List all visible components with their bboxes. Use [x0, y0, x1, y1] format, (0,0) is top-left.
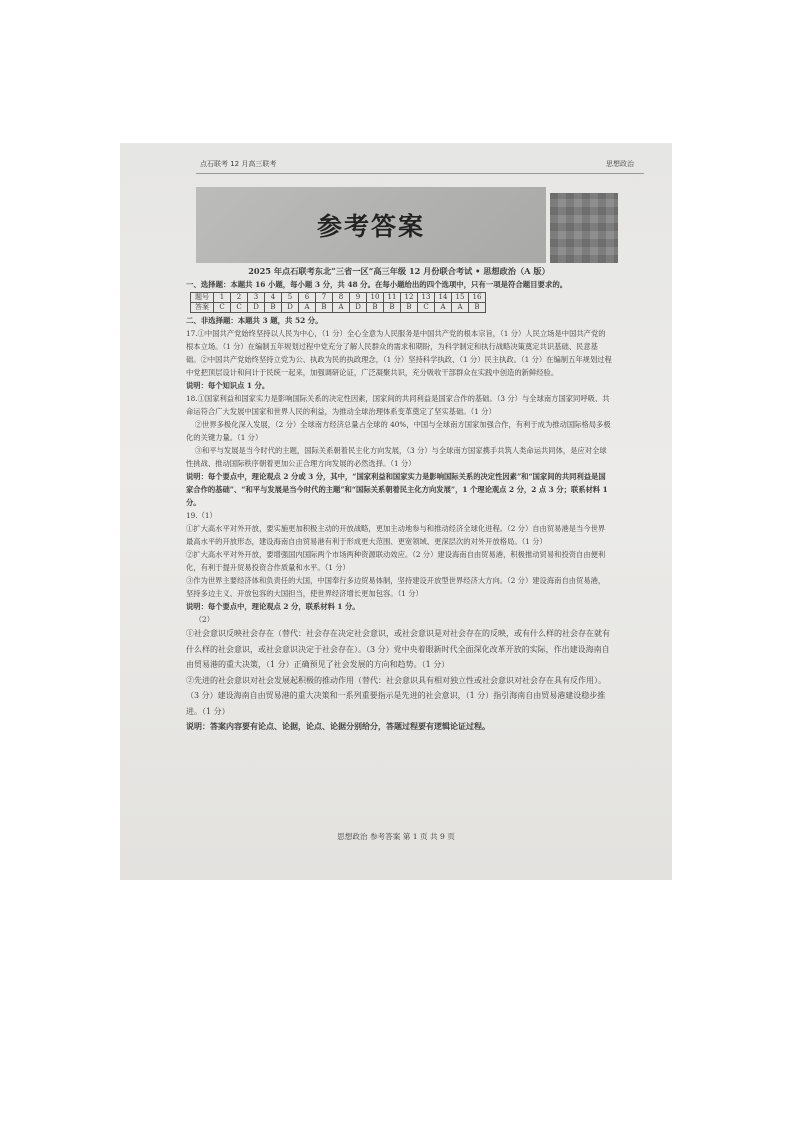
q19-part2-heading: （2） [194, 615, 214, 624]
table-cell: A [333, 303, 350, 313]
section-1-heading: 一、选择题：本题共 16 小题，每小题 3 分，共 48 分。在每小题给出的四个选项中，只有一项是符合题目要求的。 [186, 280, 568, 289]
table-cell: D [248, 303, 265, 313]
table-cell: D [282, 303, 299, 313]
table-cell: 10 [367, 293, 384, 303]
table-cell: 1 [214, 293, 231, 303]
header-divider [196, 173, 644, 174]
table-cell: 5 [282, 293, 299, 303]
q19-heading: 19.（1） [186, 511, 217, 520]
table-cell: 2 [231, 293, 248, 303]
table-cell: B [367, 303, 384, 313]
table-cell: A [435, 303, 452, 313]
table-cell: 7 [316, 293, 333, 303]
table-cell: C [418, 303, 435, 313]
table-cell: B [469, 303, 486, 313]
table-cell: B [384, 303, 401, 313]
row-label-answer: 答案 [191, 303, 214, 313]
table-cell: 6 [299, 293, 316, 303]
answer-content [186, 265, 612, 735]
row-label-number: 题号 [191, 293, 214, 303]
table-row-answers [191, 303, 486, 313]
table-cell: B [265, 303, 282, 313]
document-title: 2025 年点石联考东北“三省一区”高三年级 12 月份联合考试 • 思想政治（A 版） [248, 266, 550, 276]
header-left: 点石联考 12 月高三联考 [200, 160, 277, 168]
final-note: 说明：答案内容要有论点、论据，论点、论据分别给分，答题过程要有逻辑论证过程。 [186, 721, 490, 731]
q18-point-3: ③和平与发展是当今时代的主题，国际关系朝着民主化方向发展，（3 分）与全球南方国家携手共筑人类命运共同体，是应对全球性挑战、推动国际秩序朝着更加公正合理方向发展的必然选择。（1 分） [186, 446, 607, 468]
table-cell: 9 [350, 293, 367, 303]
table-cell: B [401, 303, 418, 313]
table-cell: 15 [452, 293, 469, 303]
table-cell: C [231, 303, 248, 313]
table-cell: A [299, 303, 316, 313]
qr-code-icon [550, 193, 618, 263]
header-right: 思想政治 [606, 160, 634, 168]
q19-point-1: ①扩大高水平对外开放，要实施更加积极主动的开放战略，更加主动地参与和推动经济全球化进程。（2 分）自由贸易港是当今世界最高水平的开放形态，建设海南自由贸易港有利于形成更大范围、更宽领域、更深层次的对外开放格局。（1 分） [186, 524, 606, 546]
table-cell: A [452, 303, 469, 313]
table-cell: 16 [469, 293, 486, 303]
q19-part2-point-1: ①社会意识反映社会存在（替代：社会存在决定社会意识，或社会意识是对社会存在的反映，或有什么样的社会存在就有什么样的社会意识，或社会意识决定于社会存在）。（3 分）党中央着眼新时代全面深化改革开放的实际，作出建设海南自由贸易港的重大决策，（1 分）正确预见了社会发展的方向和趋势。（1 分） [186, 629, 610, 669]
table-cell: 12 [401, 293, 418, 303]
answer-table [190, 292, 486, 313]
q18-note: 说明：每个要点中，理论观点 2 分或 3 分，其中，“国家利益和国家实力是影响国际关系的决定性因素”和“国家间的共同利益是国家合作的基础”、“和平与发展是当今时代的主题”和“国际关系朝着民主化方向发展”，1 个理论观点 2 分，2 点 3 分；联系材料 1 分。 [186, 472, 608, 507]
table-row-numbers [191, 293, 486, 303]
document-photo [120, 143, 672, 880]
title-banner [196, 187, 546, 263]
q19-part2-point-2: ②先进的社会意识对社会发展起积极的推动作用（替代：社会意识具有相对独立性或社会意识对社会存在具有反作用）。（3 分）建设海南自由贸易港的重大决策和一系列重要指示是先进的社会意识，（1 分）指引海南自由贸易港建设稳步推进。（1 分） [186, 675, 606, 716]
table-cell: 13 [418, 293, 435, 303]
table-cell: C [214, 303, 231, 313]
section-2-heading: 二、非选择题：本题共 3 题，共 52 分。 [186, 316, 323, 325]
table-cell: 3 [248, 293, 265, 303]
q19-point-2: ②扩大高水平对外开放，要增强国内国际两个市场两种资源联动效应。（2 分）建设海南自由贸易港，积极推动贸易和投资自由便利化，有利于提升贸易投资合作质量和水平。（1 分） [186, 550, 606, 572]
table-cell: 4 [265, 293, 282, 303]
q19-note: 说明：每个要点中，理论观点 2 分，联系材料 1 分。 [186, 602, 360, 611]
table-cell: B [316, 303, 333, 313]
q17-answer: 17.①中国共产党始终坚持以人民为中心，（1 分）全心全意为人民服务是中国共产党的根本宗旨，（1 分）人民立场是中国共产党的根本立场。（1 分）在编制五年规划过程中党充分了解人民群众的需求和期盼，为科学制定和执行战略决策奠定共识基础、民意基础。②中国共产党始终坚持立党为公、执政为民的执政理念，（1 分）坚持科学执政、（1 分）民主执政。（1 分）在编制五年规划过程中党把顶层设计和问计于民统一起来，加强调研论证，广泛凝聚共识，充分吸收干部群众在实践中创造的新鲜经验。 [186, 329, 612, 377]
table-cell: D [350, 303, 367, 313]
q19-point-3: ③作为世界主要经济体和负责任的大国，中国奉行多边贸易体制，坚持建设开放型世界经济大方向。（2 分）建设海南自由贸易港，坚持多边主义、开放包容的大国担当，使世界经济增长更加包容。（1 分） [186, 576, 606, 598]
q18-point-2: ②世界多极化深入发展，（2 分）全球南方经济总量占全球的 40%，中国与全球南方国家加强合作，有利于成为推动国际格局多极化的关键力量。（1 分） [186, 420, 611, 442]
table-cell: 14 [435, 293, 452, 303]
table-cell: 8 [333, 293, 350, 303]
q18-point-1: 18.①国家利益和国家实力是影响国际关系的决定性因素，国家间的共同利益是国家合作的基础。（3 分）与全球南方国家同呼吸、共命运符合广大发展中国家和世界人民的利益，为推动全球治理体系变革奠定了坚实基础。（1 分） [186, 394, 610, 416]
table-cell: 11 [384, 293, 401, 303]
banner-title: 参考答案 [316, 212, 425, 241]
q17-note: 说明：每个知识点 1 分。 [186, 381, 270, 390]
page-footer: 思想政治 参考答案 第 1 页 共 9 页 [337, 832, 455, 841]
